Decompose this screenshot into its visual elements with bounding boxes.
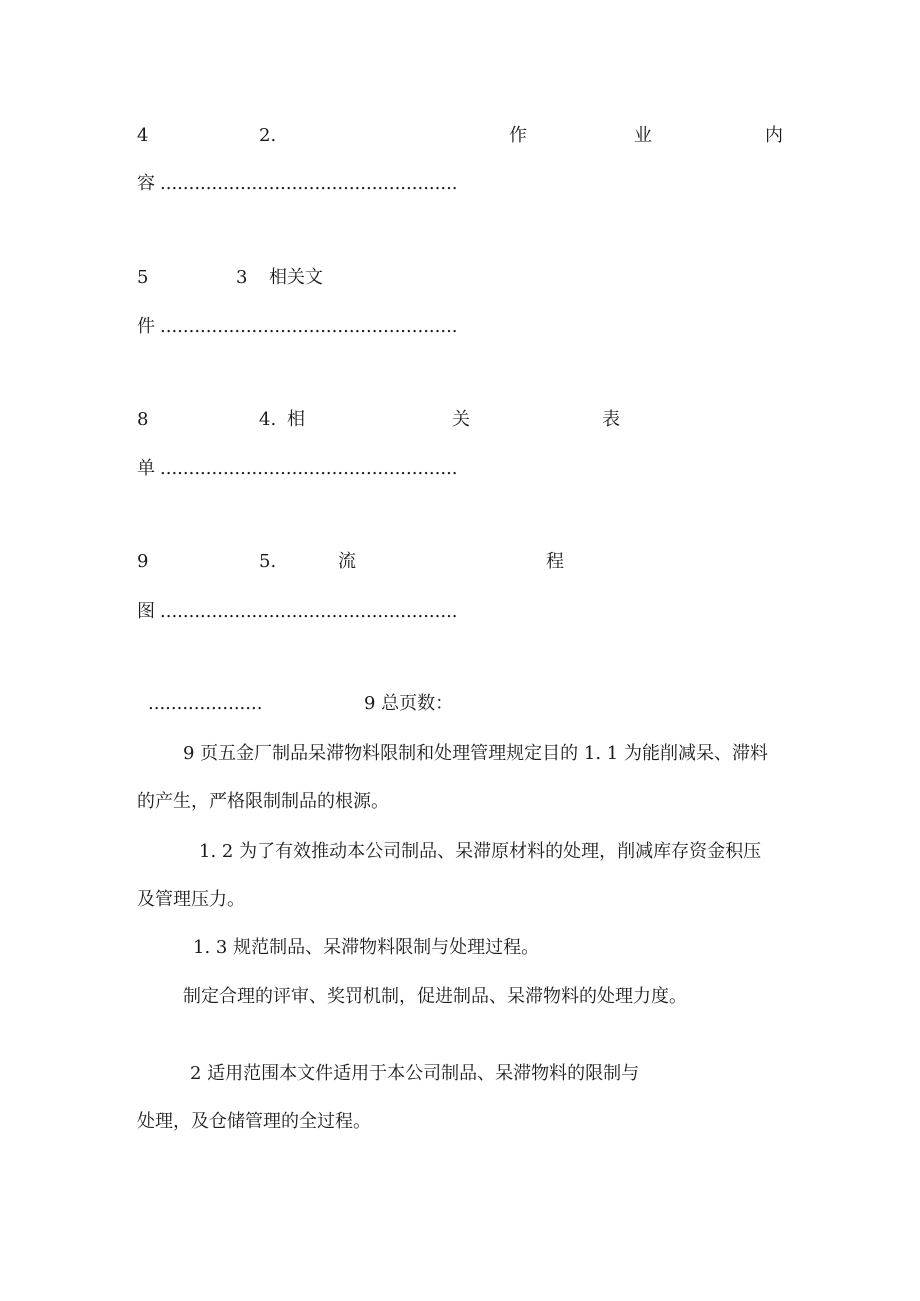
toc-title-char: 作 (509, 125, 527, 146)
toc-section-number: 2. (259, 125, 277, 146)
toc-dot-leader: .................................................... (160, 316, 458, 337)
paragraph-mechanism: 制定合理的评审、奖罚机制，促进制品、呆滞物料的处理力度。 (183, 986, 687, 1007)
paragraph-purpose-line1: 9 页五金厂制品呆滞物料限制和处理管理规定目的 1. 1 为能削减呆、滞料 (183, 743, 768, 764)
toc-section-number: 5. (259, 551, 277, 572)
toc-dot-leader: .................................................... (160, 601, 458, 622)
toc-title-char: 关 (452, 409, 470, 430)
toc-dot-leader: .................................................... (160, 458, 458, 479)
paragraph-scope-line1: 2 适用范围本文件适用于本公司制品、呆滞物料的限制与 (190, 1063, 640, 1084)
toc-page-number: 5 (137, 267, 149, 288)
toc-title-char: 内 (765, 125, 783, 146)
toc-title-char: 程 (546, 551, 564, 572)
paragraph-1-2-line2: 及管理压力。 (137, 889, 245, 910)
toc-dot-leader: .................................................... (160, 173, 458, 194)
toc-section-number: 4. (259, 409, 277, 430)
toc-title-char: 相关文 (269, 267, 323, 288)
toc-title-char: 流 (338, 551, 356, 572)
paragraph-1-3: 1. 3 规范制品、呆滞物料限制与处理过程。 (193, 937, 540, 958)
paragraph-1-2-line1: 1. 2 为了有效推动本公司制品、呆滞原材料的处理，削减库存资金积压 (199, 841, 762, 862)
total-pages-label: 9 总页数： (364, 693, 454, 714)
toc-title-char: 表 (602, 409, 620, 430)
paragraph-scope-line2: 处理，及仓储管理的全过程。 (137, 1111, 371, 1132)
toc-title-last-char: 容 (137, 173, 155, 194)
toc-title-last-char: 件 (137, 316, 155, 337)
toc-title-last-char: 单 (137, 458, 155, 479)
toc-section-number: 3 (236, 267, 248, 288)
toc-title-last-char: 图 (137, 601, 155, 622)
paragraph-purpose-line2: 的产生，严格限制制品的根源。 (137, 791, 389, 812)
toc-page-number: 4 (137, 125, 149, 146)
total-pages-leader: .................... (148, 693, 263, 714)
toc-title-char: 业 (634, 125, 652, 146)
toc-page-number: 9 (137, 551, 149, 572)
toc-page-number: 8 (137, 409, 149, 430)
toc-title-char: 相 (287, 409, 305, 430)
